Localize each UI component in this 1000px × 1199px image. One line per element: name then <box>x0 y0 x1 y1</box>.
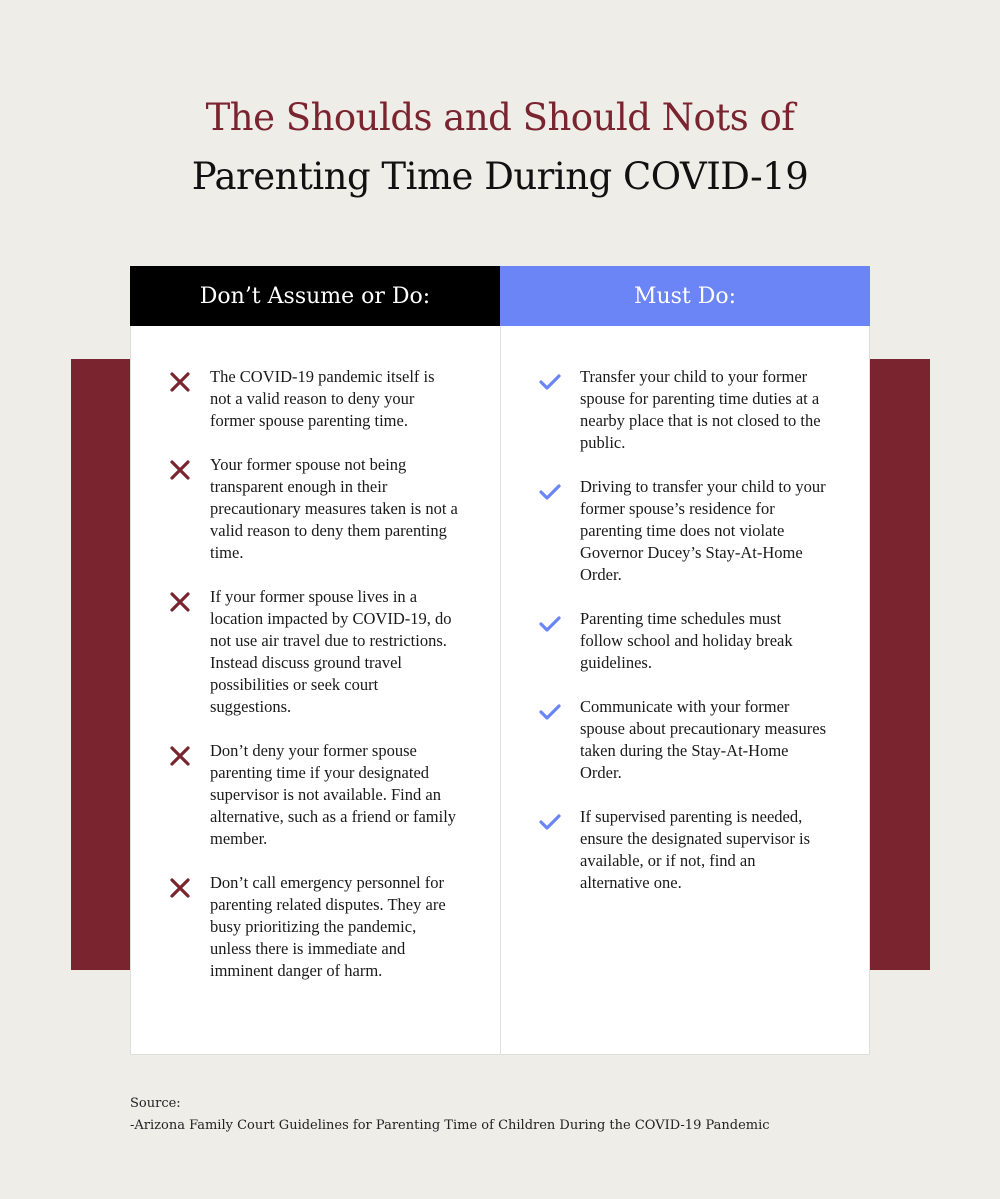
x-icon <box>168 592 192 612</box>
title-line-1: The Shoulds and Should Nots of <box>205 96 795 139</box>
source-label: Source: <box>130 1096 181 1111</box>
must-item-text: Driving to transfer your child to your former spouse’s residence for parenting time does not violate Governor Ducey’s Stay-At-Home Order. <box>580 477 826 584</box>
dont-column-header: Don’t Assume or Do: <box>130 266 500 326</box>
x-icon <box>168 746 192 766</box>
x-icon <box>168 460 192 480</box>
x-icon <box>168 372 192 392</box>
must-column-header: Must Do: <box>500 266 870 326</box>
must-item-text: Transfer your child to your former spouse for parenting time duties at a nearby place that is not closed to the public. <box>580 367 821 452</box>
dont-item-text: Don’t deny your former spouse parenting time if your designated supervisor is not available. Find an alternative, such as a friend or family member. <box>210 741 457 848</box>
dont-item-text: Your former spouse not being transparent enough in their precautionary measures taken is not a valid reason to deny them parenting time. <box>210 455 458 562</box>
source-note <box>130 1093 770 1137</box>
checkmark-icon <box>538 482 562 502</box>
dont-item-text: Don’t call emergency personnel for parenting related disputes. They are busy prioritizing the pandemic, unless there is immediate and imminent danger of harm. <box>210 873 446 980</box>
dont-list-item <box>168 740 458 850</box>
must-item-text: Parenting time schedules must follow school and holiday break guidelines. <box>580 609 793 672</box>
must-item-text: Communicate with your former spouse about precautionary measures taken during the Stay-At-Home Order. <box>580 697 827 782</box>
must-list-item <box>538 476 828 586</box>
column-divider <box>500 326 501 1055</box>
dont-list-item <box>168 872 458 982</box>
left-accent-band <box>71 359 131 970</box>
dont-item-text: If your former spouse lives in a location impacted by COVID-19, do not use air travel due to restrictions. Instead discuss ground travel possibilities or seek court suggestions. <box>210 587 452 716</box>
checkmark-icon <box>538 812 562 832</box>
checkmark-icon <box>538 614 562 634</box>
dont-list-item <box>168 586 458 718</box>
x-icon <box>168 878 192 898</box>
dont-list-item <box>168 454 458 564</box>
dont-list <box>168 366 458 1004</box>
must-list <box>538 366 828 916</box>
must-list-item <box>538 696 828 784</box>
must-list-item <box>538 806 828 894</box>
must-list-item <box>538 608 828 674</box>
must-list-item <box>538 366 828 454</box>
dont-list-item <box>168 366 458 432</box>
title-line-2: Parenting Time During COVID-19 <box>191 155 809 198</box>
right-accent-band <box>870 359 930 970</box>
must-item-text: If supervised parenting is needed, ensure the designated supervisor is available, or if not, find an alternative one. <box>580 807 811 892</box>
source-text: -Arizona Family Court Guidelines for Parenting Time of Children During the COVID-19 Pandemic <box>130 1118 770 1133</box>
checkmark-icon <box>538 372 562 392</box>
checkmark-icon <box>538 702 562 722</box>
dont-item-text: The COVID-19 pandemic itself is not a valid reason to deny your former spouse parenting time. <box>210 367 435 430</box>
